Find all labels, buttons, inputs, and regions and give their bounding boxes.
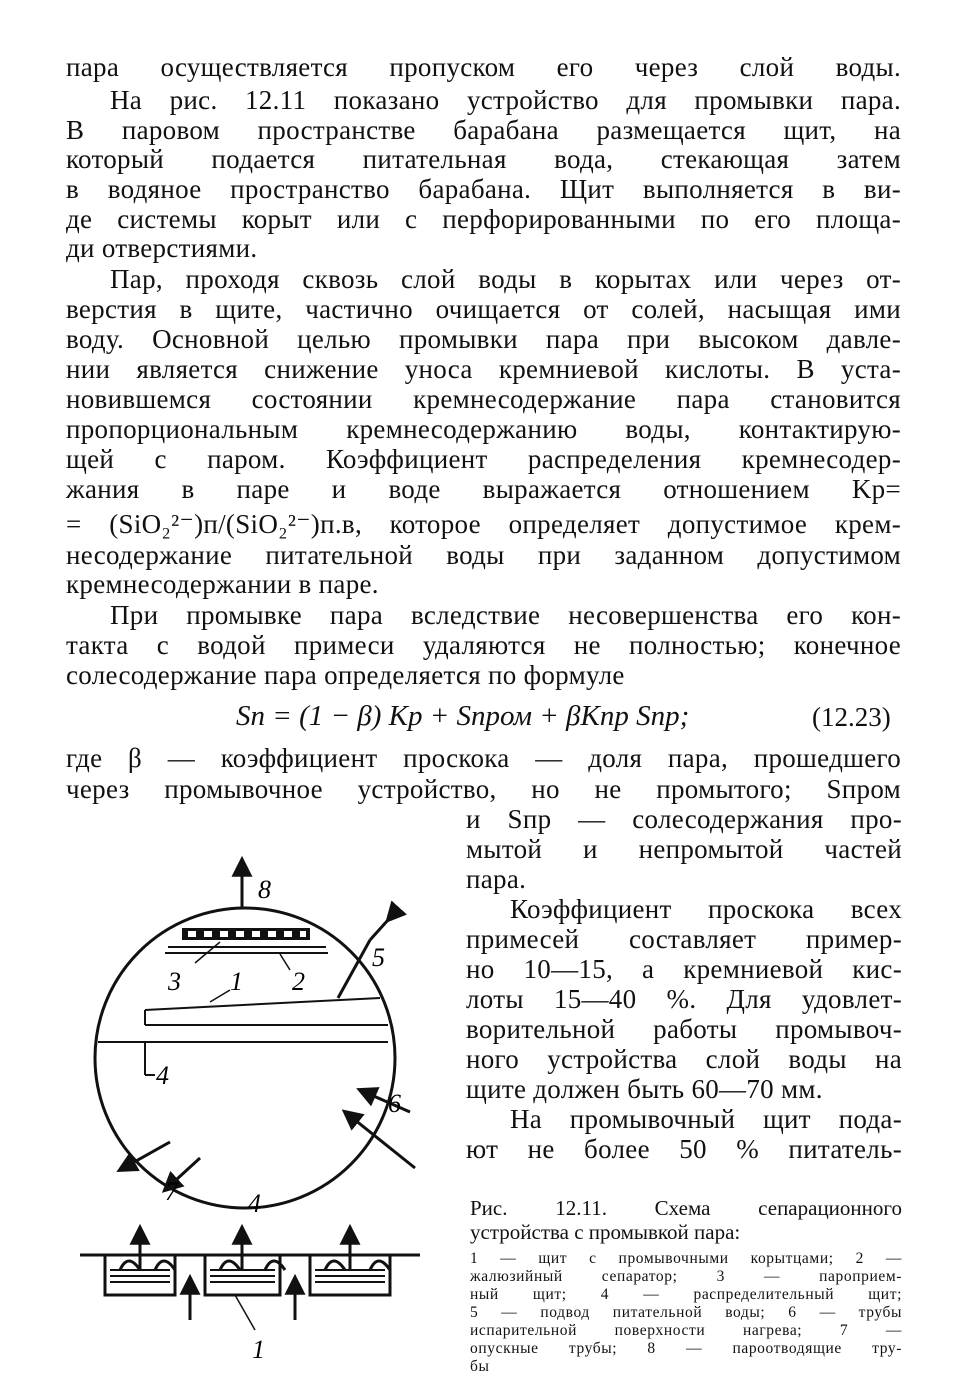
text-line: На рис. 12.11 показано устройство для промывки пара. (110, 85, 901, 115)
text-line: где β — коэффициент проскока — доля пара, прошедшего (66, 743, 901, 773)
caption-legend-line: 5 — подвод питательной воды; 6 — трубы (470, 1304, 902, 1321)
text-line: ного устройства слой воды на (466, 1044, 902, 1074)
label-6: 6 (388, 1089, 401, 1118)
steam-flow-arrows (140, 1228, 350, 1320)
caption-legend-line: испарительной поверхности нагрева; 7 — (470, 1322, 902, 1339)
caption-legend-line: бы (470, 1358, 490, 1375)
caption-legend-line: 1 — щит с промывочными корытцами; 2 — (470, 1250, 902, 1267)
text-line: щей с паром. Коэффициент распределения кремнесодер- (66, 444, 901, 474)
text-line: ворительной работы промывоч- (466, 1014, 902, 1044)
downcomer-arrow (120, 1142, 170, 1170)
caption-title-line: Рис. 12.11. Схема сепарационного (470, 1196, 902, 1220)
text-line: примесей составляет пример- (466, 924, 902, 954)
text-line: пара осуществляется пропуском его через слой воды. (66, 52, 901, 82)
text-line: верстия в щите, частично очищается от солей, насыщая ими (66, 294, 901, 324)
text-line: лоты 15—40 %. Для удовлет- (466, 984, 902, 1014)
caption-title-line: устройства с промывкой пара: (470, 1220, 741, 1244)
text-line: и Sпр — солесодержания про- (466, 804, 902, 834)
text-line: через промывочное устройство, но не промытого; Sпром (66, 774, 901, 804)
text-line: = (SiO₂²⁻)п/(SiO₂²⁻)п.в, которое определяет допустимое крем- (66, 509, 901, 539)
text-line: Коэффициент проскока всех (510, 894, 902, 924)
text-line: но 10—15, а кремниевой кис- (466, 954, 902, 984)
washing-plate (145, 998, 380, 1010)
formula-12-23: Sп = (1 − β) Kр + Sпром + βKпр Sпр; (236, 700, 690, 732)
text-line: такта с водой примеси удаляются не полностью; конечное (66, 630, 901, 660)
label-1: 1 (230, 967, 243, 996)
text-line: несодержание питательной воды при заданном допустимом (66, 540, 901, 570)
equation-number: (12.23) (812, 702, 891, 732)
text-line: де системы корыт или с перфорированными по его площа- (66, 204, 901, 234)
caption-legend-line: опускные трубы; 8 — пароотводящие тру- (470, 1340, 902, 1357)
label-8: 8 (258, 875, 271, 904)
label-1b: 1 (252, 1335, 265, 1364)
text-line: жания в паре и воде выражается отношением Kр= (66, 474, 901, 504)
label-4: 4 (156, 1061, 169, 1090)
text-line: ют не более 50 % питатель- (466, 1134, 902, 1164)
text-line: мытой и непромытой частей (466, 834, 902, 864)
text-line: пропорциональным кремнесодержанию воды, контактирую- (66, 414, 901, 444)
label-2: 2 (292, 967, 305, 996)
label-4b: 4 (248, 1189, 261, 1218)
text-line: воду. Основной целью промывки пара при высоком давле- (66, 324, 901, 354)
label-5: 5 (372, 943, 385, 972)
label-7: 7 (165, 1177, 178, 1206)
label-3: 3 (168, 967, 181, 996)
water-layer-hatching (110, 1270, 385, 1282)
text-line: солесодержание пара определяется по формуле (66, 660, 625, 690)
separator-figure (70, 850, 450, 1370)
text-line: Пар, проходя сквозь слой воды в корытах или через от- (110, 264, 901, 294)
text-line: который подается питательная вода, стекающая затем (66, 144, 901, 174)
text-line: В паровом пространстве барабана размещается щит, на (66, 115, 901, 145)
text-line: щите должен быть 60—70 мм. (466, 1074, 823, 1104)
text-line: новившемся состоянии кремнесодержание пара становится (66, 384, 901, 414)
text-line: нии является снижение уноса кремниевой кислоты. В уста- (66, 354, 901, 384)
caption-legend-line: жалюзийный сепаратор; 3 — пароприем- (470, 1268, 902, 1285)
caption-legend-line: ный щит; 4 — распределительный щит; (470, 1286, 902, 1303)
text-line: На промывочный щит пода- (510, 1104, 902, 1134)
text-line: При промывке пара вследствие несовершенства его кон- (110, 600, 901, 630)
text-line: пара. (466, 864, 527, 894)
text-line: в водяное пространство барабана. Щит выполняется в ви- (66, 174, 901, 204)
text-line: кремнесодержании в паре. (66, 569, 379, 599)
text-line: ди отверстиями. (66, 233, 258, 263)
